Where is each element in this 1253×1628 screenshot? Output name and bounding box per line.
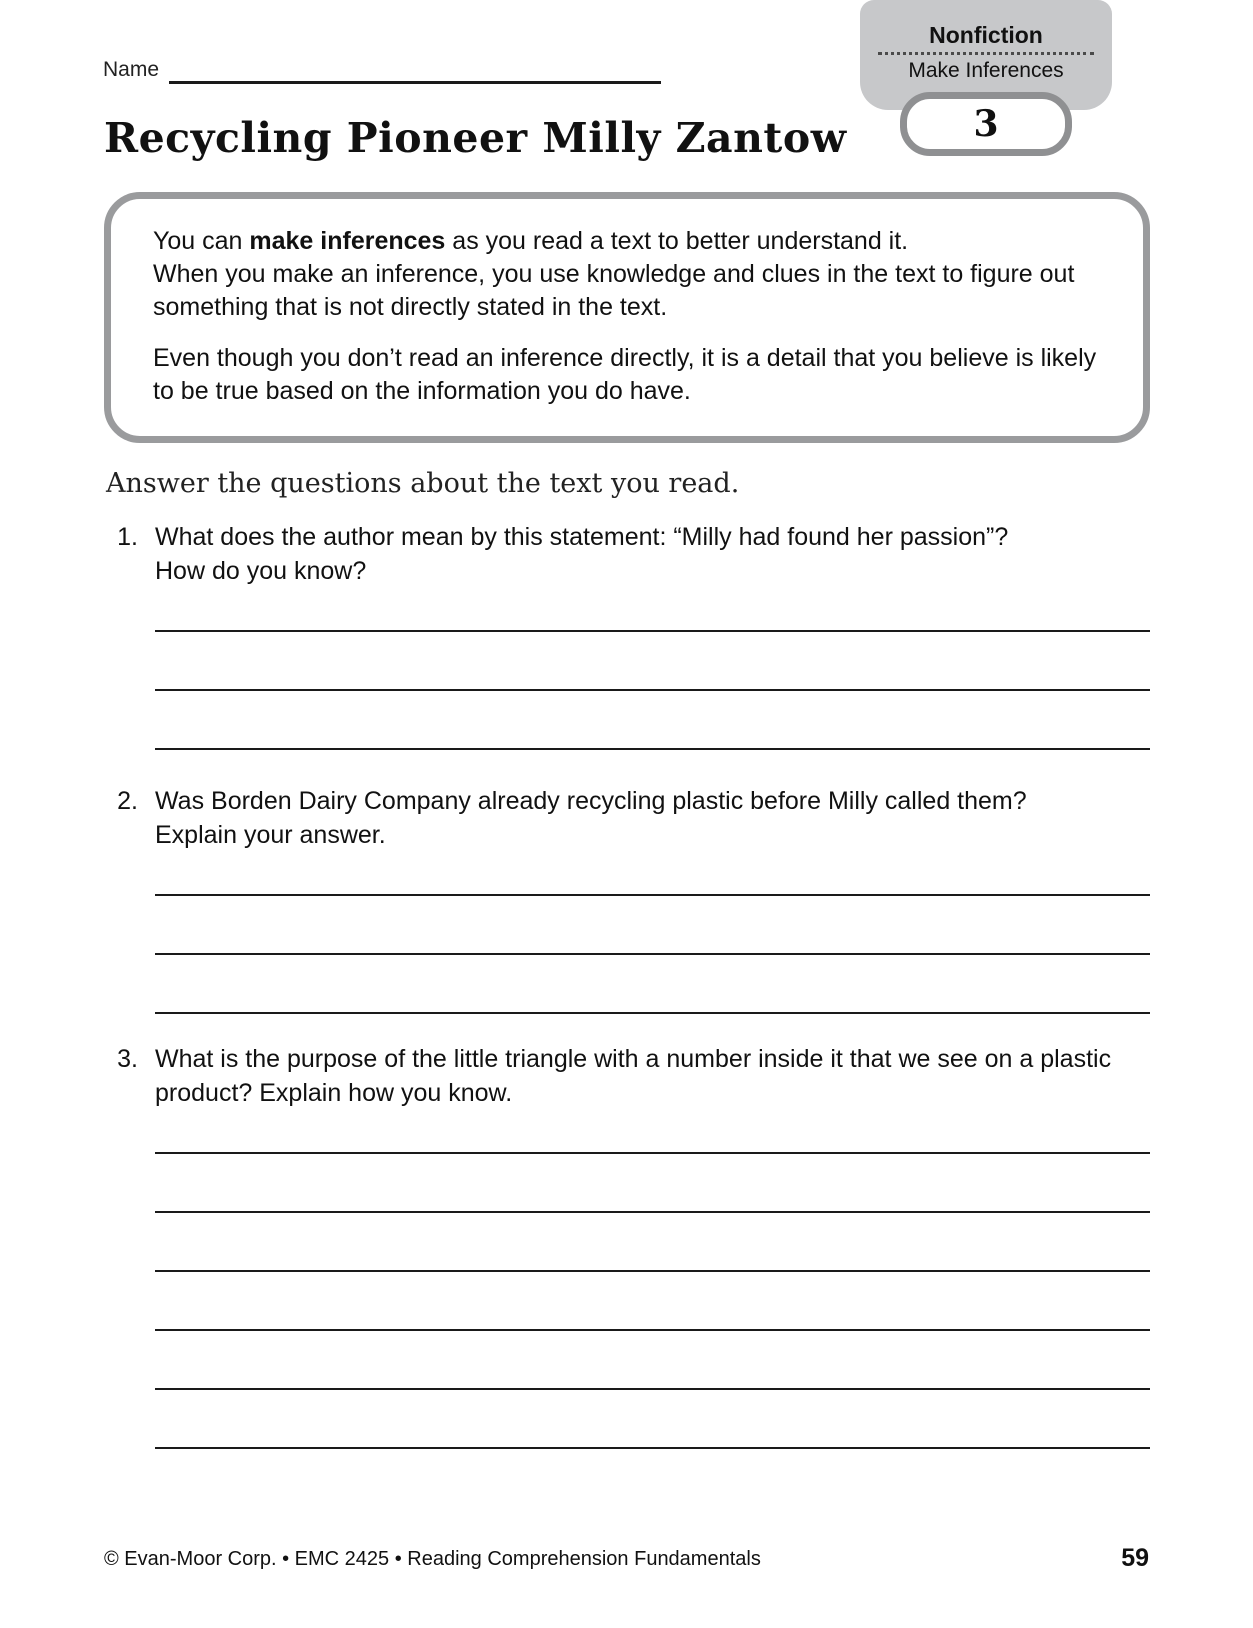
question-body: [155, 1042, 1152, 1449]
question-body: [155, 784, 1152, 1014]
info-paragraph-2: Even though you don’t read an inference directly, it is a detail that you believe is likely to be true based on the information you do have.: [153, 344, 1097, 405]
instructions: Answer the questions about the text you read.: [106, 468, 740, 499]
answer-line: [155, 1390, 1150, 1449]
badge-category: Nonfiction: [929, 22, 1043, 48]
question-item-2: [104, 784, 1152, 1014]
question-body: [155, 520, 1152, 750]
badge-dotted-divider: [878, 52, 1095, 55]
question-text: [155, 1042, 1152, 1110]
info-p1-bold-term: make inferences: [249, 227, 446, 255]
question-number: 3.: [117, 1045, 138, 1073]
question-number: 1.: [117, 523, 138, 551]
answer-line: [155, 1154, 1150, 1213]
info-p1-pre: You can: [153, 227, 250, 255]
question-text: [155, 520, 1152, 588]
answer-line: [155, 1110, 1150, 1154]
answer-line: [155, 852, 1150, 896]
answer-line: [155, 691, 1150, 750]
info-box: [104, 192, 1150, 443]
answer-line: [155, 632, 1150, 691]
page-title: Recycling Pioneer Milly Zantow: [104, 114, 847, 162]
answer-line: [155, 1272, 1150, 1331]
question-text-line1: Was Borden Dairy Company already recycling plastic before Milly called them?: [155, 787, 1027, 815]
question-text-line1: What is the purpose of the little triangle with a number inside it that we see on a plastic: [155, 1045, 1112, 1073]
question-text-line1: What does the author mean by this statement: “Milly had found her passion”?: [155, 523, 1009, 551]
answer-line: [155, 588, 1150, 632]
footer-credit: © Evan-Moor Corp. • EMC 2425 • Reading Comprehension Fundamentals: [104, 1548, 761, 1570]
question-number: 2.: [117, 787, 138, 815]
info-p1-after: as you read a text to better understand it.: [445, 227, 909, 255]
answer-line: [155, 955, 1150, 1014]
badge-skill: Make Inferences: [908, 59, 1064, 82]
answer-line: [155, 1213, 1150, 1272]
name-blank-line: [169, 61, 661, 84]
question-text-line2: How do you know?: [155, 557, 367, 585]
name-row: [103, 58, 661, 84]
info-paragraph-1: [153, 225, 1103, 324]
question-text-line2: Explain your answer.: [155, 821, 386, 849]
question-text-line2: product? Explain how you know.: [155, 1079, 513, 1107]
answer-lines: [155, 1110, 1150, 1449]
question-text: [155, 784, 1152, 852]
answer-lines: [155, 588, 1150, 750]
answer-line: [155, 1331, 1150, 1390]
name-label: Name: [103, 58, 160, 81]
question-item-1: [104, 520, 1152, 750]
lesson-number: 3: [973, 103, 999, 145]
info-p1-rest: When you make an inference, you use knowledge and clues in the text to figure out something that is not directly stated in the text.: [153, 260, 1075, 321]
page-number: 59: [1121, 1544, 1149, 1572]
question-item-3: [104, 1042, 1152, 1449]
lesson-badge: [860, 0, 1112, 145]
lesson-number-badge: [900, 92, 1072, 156]
answer-lines: [155, 852, 1150, 1014]
answer-line: [155, 896, 1150, 955]
